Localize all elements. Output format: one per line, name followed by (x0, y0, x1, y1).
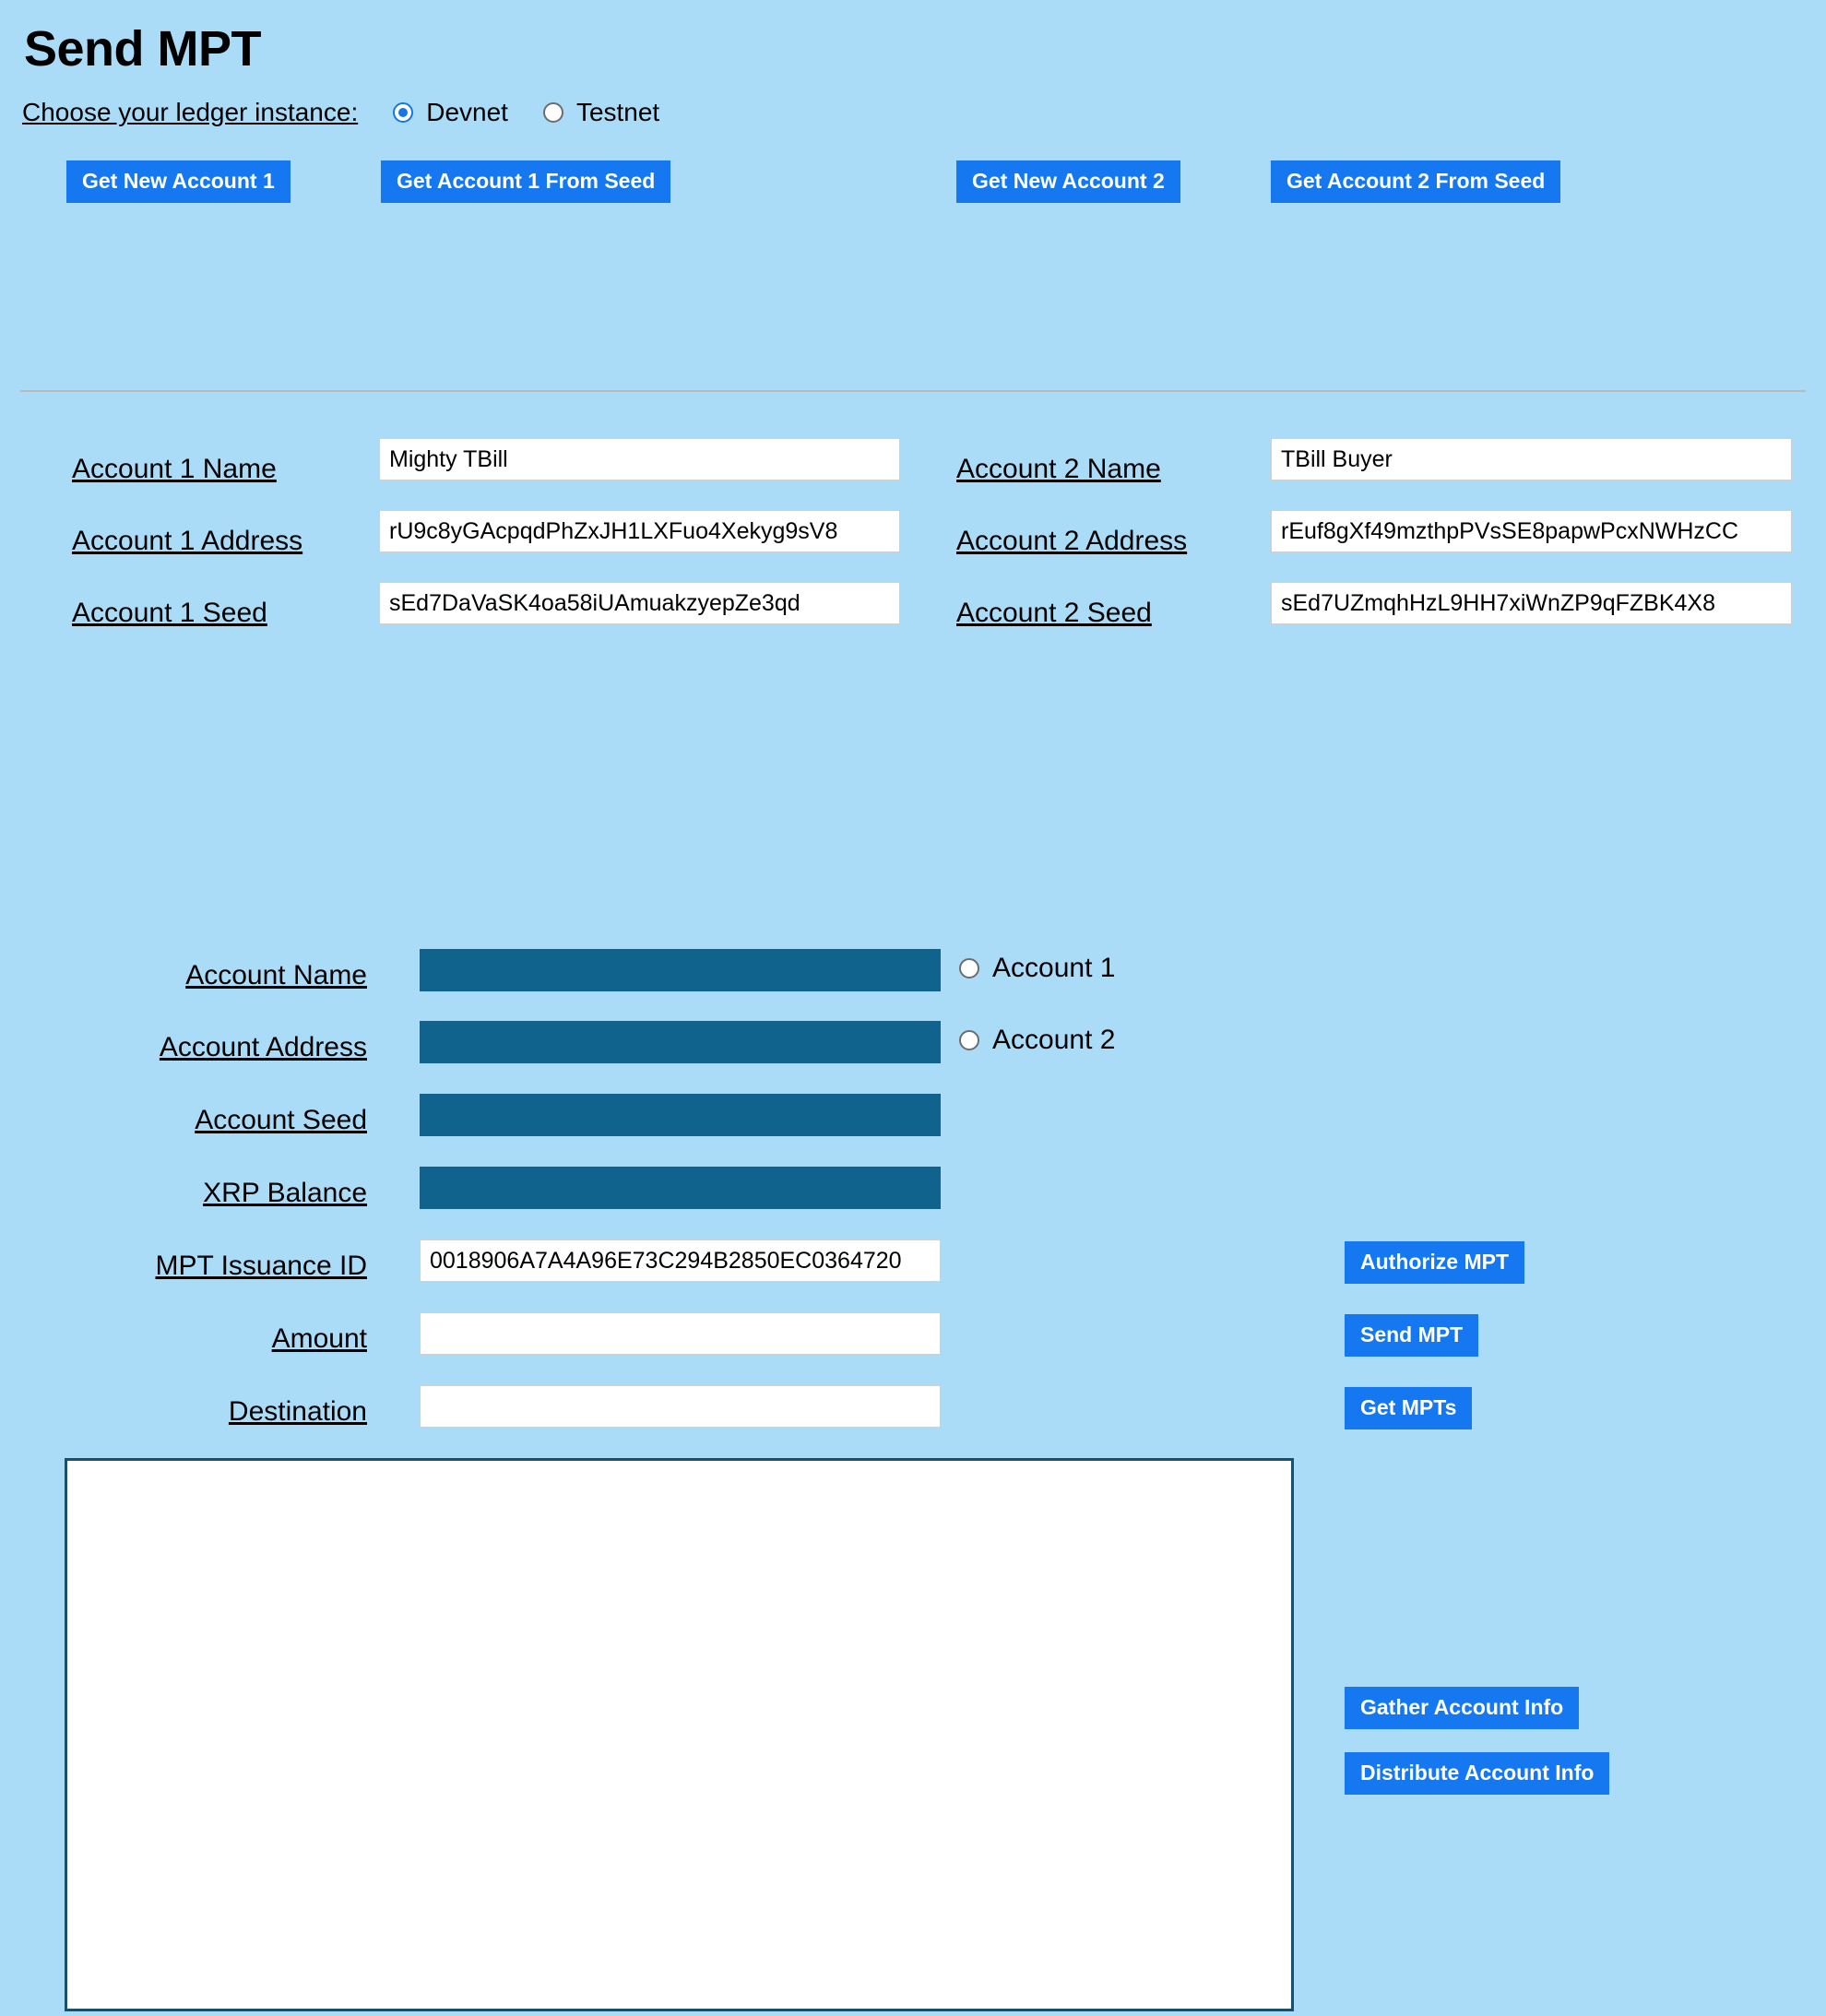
accounts-section (0, 151, 1826, 628)
account-2-address-label: Account 2 Address (956, 526, 1188, 556)
account-name-input[interactable] (420, 949, 941, 991)
account-address-label: Account Address (159, 1032, 367, 1062)
testnet-label: Testnet (575, 98, 660, 126)
account-name-label: Account Name (185, 960, 367, 990)
mpt-form-section (0, 407, 1826, 1785)
gather-account-info-button[interactable]: Gather Account Info (1345, 1687, 1579, 1729)
testnet-radio[interactable] (543, 102, 563, 123)
account-seed-input[interactable] (420, 1094, 941, 1136)
distribute-account-info-button[interactable]: Distribute Account Info (1345, 1752, 1609, 1795)
account-selector-account-1[interactable] (959, 953, 1115, 984)
account-selector-account-2[interactable] (959, 1025, 1115, 1056)
xrp-balance-input[interactable] (420, 1167, 941, 1209)
ledger-instance-row (22, 98, 1826, 127)
get-new-account-1-button[interactable]: Get New Account 1 (66, 160, 290, 203)
account-2-seed-label: Account 2 Seed (956, 598, 1152, 628)
get-account-1-from-seed-button[interactable]: Get Account 1 From Seed (381, 160, 670, 203)
send-mpt-button[interactable]: Send MPT (1345, 1314, 1478, 1357)
ledger-option-devnet[interactable] (393, 98, 508, 127)
ledger-option-testnet[interactable] (543, 98, 659, 127)
account-1-seed-label: Account 1 Seed (72, 598, 267, 628)
account-seed-label: Account Seed (195, 1105, 367, 1135)
mpt-issuance-id-label: MPT Issuance ID (155, 1251, 367, 1281)
destination-input[interactable] (420, 1385, 941, 1428)
ledger-instance-label: Choose your ledger instance: (22, 98, 359, 126)
amount-input[interactable] (420, 1312, 941, 1355)
devnet-radio[interactable] (393, 102, 413, 123)
results-textarea-wrap (65, 1458, 1294, 2011)
account-1-selector-label: Account 1 (992, 953, 1116, 983)
section-divider (20, 390, 1806, 392)
get-account-2-from-seed-button[interactable]: Get Account 2 From Seed (1271, 160, 1560, 203)
devnet-label: Devnet (426, 98, 508, 126)
account-2-name-label: Account 2 Name (956, 454, 1161, 484)
account-address-input[interactable] (420, 1021, 941, 1063)
account-1-radio[interactable] (959, 958, 979, 978)
get-mpts-button[interactable]: Get MPTs (1345, 1387, 1472, 1429)
account-1-name-label: Account 1 Name (72, 454, 277, 484)
account-1-address-label: Account 1 Address (72, 526, 303, 556)
authorize-mpt-button[interactable]: Authorize MPT (1345, 1241, 1524, 1284)
destination-label: Destination (228, 1396, 367, 1427)
xrp-balance-label: XRP Balance (203, 1178, 367, 1208)
get-new-account-2-button[interactable]: Get New Account 2 (956, 160, 1180, 203)
account-2-radio[interactable] (959, 1030, 979, 1050)
results-textarea[interactable] (65, 1458, 1294, 2011)
account-2-selector-label: Account 2 (992, 1025, 1116, 1055)
page-root (0, 20, 1826, 1785)
page-title: Send MPT (24, 21, 262, 77)
mpt-issuance-id-input[interactable] (420, 1239, 941, 1282)
amount-label: Amount (271, 1323, 367, 1354)
